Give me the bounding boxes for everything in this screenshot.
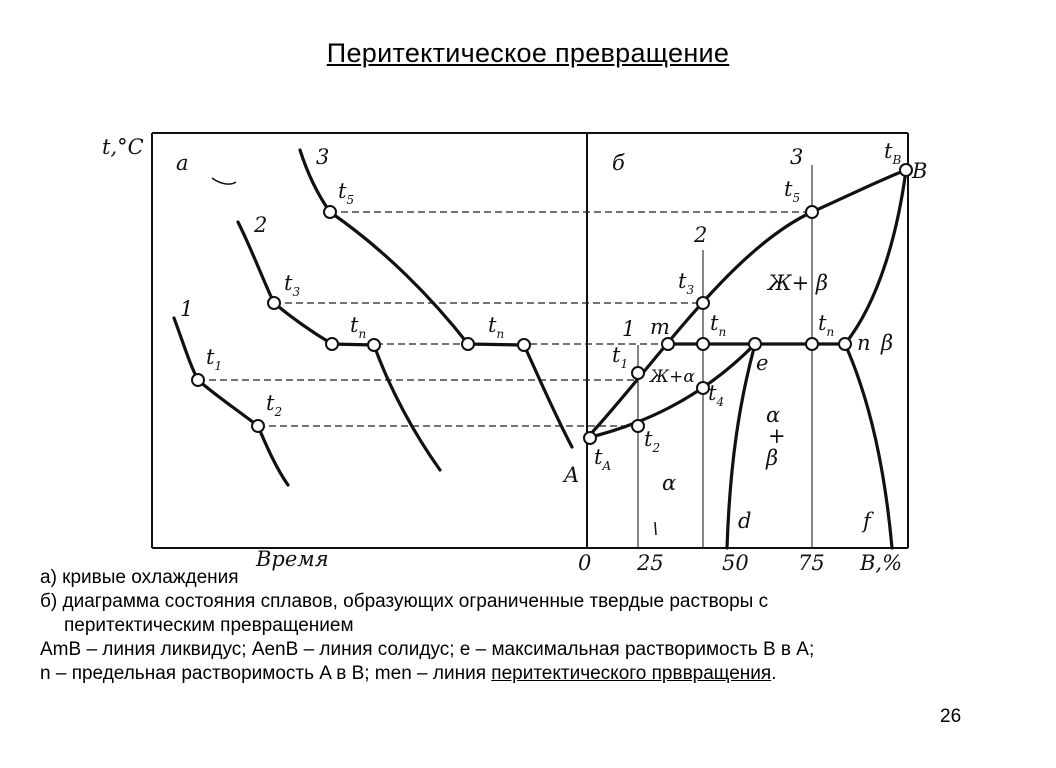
cooling-curve-2-lower: [374, 345, 440, 470]
letter-B: B: [912, 159, 928, 183]
caption-link[interactable]: перитектического прввращения: [491, 663, 772, 684]
caption-line-b-cont: перитектическим превращением: [64, 615, 354, 636]
label-tn-a-3: $t_п$: [488, 313, 505, 341]
letter-A: A: [564, 463, 580, 487]
label-t2-a: $t_2$: [266, 391, 283, 419]
caption-line-b: б) диаграмма состояния сплавов, образующих ограниченные твердые растворы с: [40, 591, 769, 612]
x-axis-label-time: Время: [256, 547, 329, 571]
point-tn-a-3b: [518, 339, 530, 351]
solidus-nB: [845, 170, 906, 344]
label-t3-a: $t_3$: [284, 271, 301, 299]
point-circles: [192, 164, 912, 444]
point-t1-b: [632, 367, 644, 379]
curve-number-3: 3: [316, 145, 330, 169]
region-alpha: α: [662, 471, 677, 495]
label-t5-a: $t_5$: [338, 179, 355, 207]
region-liquid-beta: Ж+ β: [768, 271, 829, 295]
point-t2-b: [632, 420, 644, 432]
caption-period: .: [771, 663, 777, 684]
alloy-number-1: 1: [622, 317, 636, 341]
curve-number-1: 1: [180, 297, 194, 321]
point-B: [900, 164, 912, 176]
panel-b-label: б: [612, 151, 625, 175]
caption-line-a: а) кривые охлаждения: [40, 567, 239, 588]
alloy-number-2: 2: [694, 223, 708, 247]
tick-mark: [655, 522, 656, 535]
label-tn-b-2: $t_п$: [710, 311, 727, 339]
curve-number-2: 2: [254, 213, 268, 237]
slide-title: Перитектическое превращение: [326, 38, 730, 68]
x-tick-50: 50: [722, 551, 749, 575]
point-t1-a: [192, 374, 204, 386]
point-tn-a-3a: [462, 338, 474, 350]
region-liquid-alpha: Ж+α: [650, 367, 695, 387]
caption: [40, 566, 1000, 686]
label-tn-b-3: $t_п$: [818, 311, 835, 339]
label-t5-b: $t_5$: [784, 177, 801, 205]
region-alpha-beta-1: α: [766, 403, 781, 427]
point-m: [662, 338, 674, 350]
caption-line-peritectic: [40, 662, 1000, 686]
x-tick-75: 75: [798, 551, 825, 575]
caption-text: n – предельная растворимость A в B; men – линия: [40, 663, 492, 684]
point-t5-a: [324, 206, 336, 218]
temperature-guides: [198, 212, 812, 426]
point-t2-a: [252, 420, 264, 432]
label-t4: $t_4$: [708, 381, 725, 409]
cooling-curve-3-lower: [524, 345, 572, 447]
alloy-number-3: 3: [790, 145, 804, 169]
label-tn-a-2: $t_п$: [350, 313, 367, 341]
point-tn-a-2b: [368, 339, 380, 351]
y-axis-label: t,°C: [102, 135, 144, 159]
letter-e: e: [756, 351, 769, 375]
point-t3-b: [697, 297, 709, 309]
point-tn-a-2a: [326, 338, 338, 350]
panel-a-label: а: [176, 151, 189, 175]
point-tn-b-2: [697, 338, 709, 350]
region-beta: β: [881, 331, 894, 355]
cooling-curves: [174, 150, 572, 485]
letter-n: n: [857, 331, 871, 355]
liquidus-AmB: [587, 170, 906, 438]
x-axis-label-b: B,%: [860, 551, 903, 575]
point-tn-b-3: [806, 338, 818, 350]
phase-lines: [587, 170, 906, 548]
region-alpha-beta-2: +: [768, 424, 786, 448]
point-t3-a: [268, 297, 280, 309]
label-t2-b: $t_2$: [644, 427, 661, 455]
label-t3-b: $t_3$: [678, 269, 695, 297]
panel-a-mark: [212, 178, 236, 184]
x-tick-0: 0: [578, 551, 592, 575]
point-t5-b: [806, 206, 818, 218]
page-number: 26: [940, 706, 962, 727]
letter-f: f: [863, 509, 871, 533]
point-n: [839, 338, 851, 350]
letter-d: d: [738, 509, 752, 533]
point-tA: [584, 432, 596, 444]
x-tick-25: 25: [637, 551, 664, 575]
label-tB: $t_B$: [884, 139, 902, 167]
label-t1-b: $t_1$: [612, 343, 629, 371]
caption-line-liquidus: AmB – линия ликвидус; AenB – линия солидус; e – максимальная растворимость B в A;: [40, 639, 815, 660]
label-t1-a: $t_1$: [206, 345, 223, 373]
letter-m: m: [650, 315, 670, 339]
label-tA: $t_A$: [594, 445, 612, 473]
point-e: [749, 338, 761, 350]
region-alpha-beta-3: β: [766, 446, 779, 470]
